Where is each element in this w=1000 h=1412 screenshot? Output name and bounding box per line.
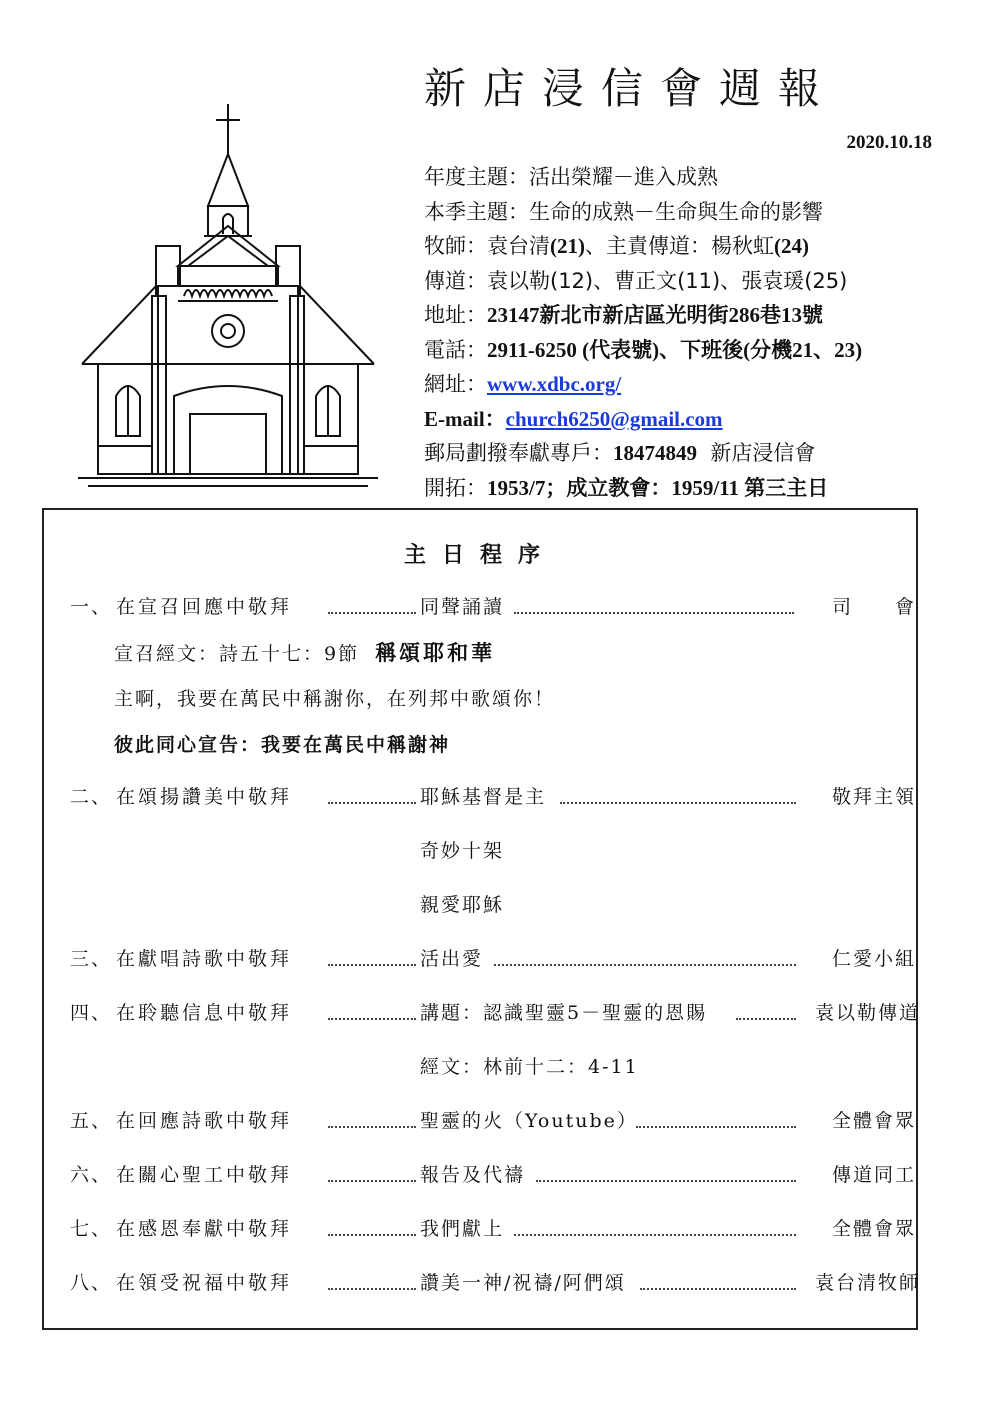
order-leader: 全體會眾 (831, 1110, 916, 1132)
email-label: E-mail： (424, 406, 506, 431)
order-item: 同聲誦讀 (420, 596, 505, 618)
dot-leader (536, 1180, 796, 1182)
song-row (70, 890, 920, 920)
church-illustration (78, 96, 378, 496)
song-title: 親愛耶穌 (420, 894, 505, 916)
order-row (70, 1214, 920, 1244)
call-verse-ref: 宣召經文：詩五十七：9節 (114, 643, 360, 665)
order-section: 在頌揚讚美中敬拜 (116, 786, 293, 808)
declaration: 彼此同心宣告：我要在萬民中稱謝神 (114, 734, 451, 756)
order-row (70, 1268, 920, 1298)
pastor-mid: 、主責傳道：楊秋虹 (585, 234, 774, 258)
order-leader: 全體會眾 (831, 1218, 916, 1240)
call-text: 主啊，我要在萬民中稱謝你，在列邦中歌頌你！ (114, 688, 556, 710)
preachers-line: 傳道：袁以勒(12)、曹正文(11)、張袁瑗(25) (424, 268, 848, 293)
postal-line (424, 436, 984, 471)
pastor-line (424, 229, 984, 264)
dot-leader (514, 612, 794, 614)
order-number: 八、 (70, 1272, 113, 1294)
order-section: 在關心聖工中敬拜 (116, 1164, 293, 1186)
order-section: 在獻唱詩歌中敬拜 (116, 948, 293, 970)
call-verse (114, 638, 495, 669)
dot-leader (636, 1126, 796, 1128)
phone-label: 電話： (424, 337, 487, 362)
dot-leader (328, 1288, 416, 1290)
order-item: 報告及代禱 (420, 1164, 526, 1186)
order-section: 在聆聽信息中敬拜 (116, 1002, 293, 1024)
order-number: 二、 (70, 786, 113, 808)
order-leader: 袁台清牧師 (814, 1272, 920, 1294)
order-leader: 仁愛小組 (831, 948, 916, 970)
order-item: 聖靈的火（Youtube） (420, 1110, 638, 1132)
scripture-row (70, 1052, 920, 1082)
postal-number: 18474849 (613, 441, 697, 465)
dot-leader (736, 1018, 796, 1020)
service-order-title: 主日程序 (403, 543, 556, 568)
order-leader: 傳道同工 (831, 1164, 916, 1186)
founded-value: 1953/7；成立教會：1959/11 第三主日 (487, 475, 829, 500)
song-title: 奇妙十架 (420, 840, 505, 862)
church-info (424, 160, 984, 505)
dot-leader (328, 1126, 416, 1128)
order-section: 在宣召回應中敬拜 (116, 596, 293, 618)
order-section: 在回應詩歌中敬拜 (116, 1110, 293, 1132)
order-item: 活出愛 (420, 948, 484, 970)
service-order-box (42, 508, 918, 1330)
order-item: 耶穌基督是主 (420, 786, 547, 808)
founded-label: 開拓： (424, 475, 487, 500)
order-number: 七、 (70, 1218, 113, 1240)
pastor-ext2: (24) (774, 234, 809, 258)
dot-leader (640, 1288, 796, 1290)
web-line (424, 367, 984, 402)
dot-leader (514, 1234, 796, 1236)
founded-line (424, 471, 984, 506)
dot-leader (328, 964, 416, 966)
address-value: 23147新北市新店區光明街286巷13號 (487, 303, 823, 327)
order-item: 我們獻上 (420, 1218, 505, 1240)
order-number: 四、 (70, 1002, 113, 1024)
song-row (70, 836, 920, 866)
phone-value: 2911-6250 (代表號)、下班後(分機21、23) (487, 337, 863, 362)
address-label: 地址： (424, 303, 487, 327)
order-row (70, 1106, 920, 1136)
address-line (424, 298, 984, 333)
email-link[interactable]: church6250@gmail.com (505, 406, 723, 431)
dot-leader (328, 1018, 416, 1020)
dot-leader (328, 1234, 416, 1236)
order-leader: 司 會 (831, 596, 916, 618)
dot-leader (328, 802, 416, 804)
postal-label: 郵局劃撥奉獻專戶： (424, 441, 613, 465)
call-verse-title: 稱頌耶和華 (375, 641, 496, 665)
order-section: 在感恩奉獻中敬拜 (116, 1218, 293, 1240)
website-link[interactable]: www.xdbc.org/ (487, 372, 622, 396)
email-line (424, 402, 984, 437)
page-title: 新店浸信會週報 (424, 64, 838, 113)
web-label: 網址： (424, 372, 487, 396)
order-number: 一、 (70, 596, 113, 618)
scripture: 經文：林前十二：4-11 (420, 1056, 639, 1078)
order-leader: 袁以勒傳道 (814, 1002, 920, 1024)
order-item: 講題：認識聖靈5－聖靈的恩賜 (420, 1002, 708, 1024)
order-item: 讚美一神/祝禱/阿們頌 (420, 1272, 626, 1294)
bulletin-date: 2020.10.18 (846, 132, 932, 153)
order-row (70, 998, 920, 1028)
order-number: 五、 (70, 1110, 113, 1132)
order-number: 三、 (70, 948, 113, 970)
dot-leader (494, 964, 796, 966)
dot-leader (328, 612, 416, 614)
pastor-label: 牧師：袁台清 (424, 234, 550, 258)
order-row (70, 592, 920, 622)
pastor-ext: (21) (550, 234, 585, 258)
season-theme: 本季主題：生命的成熟－生命與生命的影響 (424, 199, 823, 224)
dot-leader (560, 802, 796, 804)
order-row (70, 944, 920, 974)
order-number: 六、 (70, 1164, 113, 1186)
phone-line (424, 333, 984, 368)
dot-leader (328, 1180, 416, 1182)
order-row (70, 1160, 920, 1190)
order-row (70, 782, 920, 812)
order-section: 在領受祝福中敬拜 (116, 1272, 293, 1294)
postal-name: 新店浸信會 (710, 441, 816, 465)
year-theme: 年度主題：活出榮耀－進入成熟 (424, 165, 718, 189)
order-leader: 敬拜主領 (831, 786, 916, 808)
